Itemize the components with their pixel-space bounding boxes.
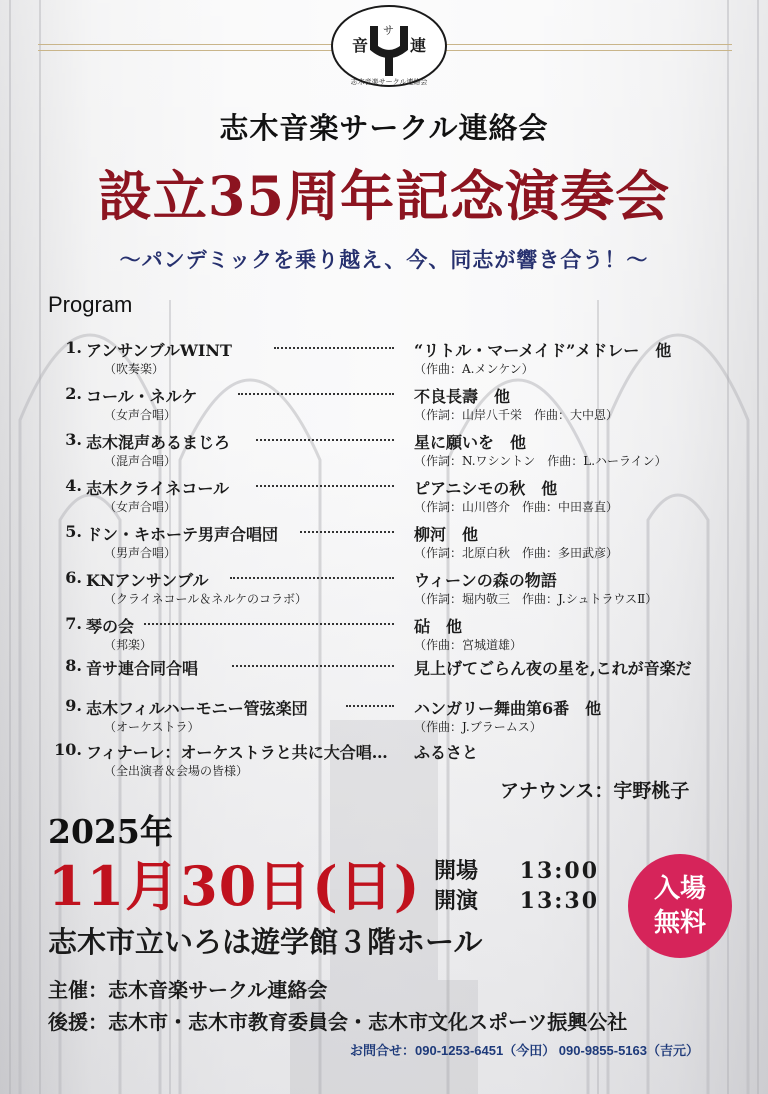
program-number: 1. <box>65 338 82 357</box>
performer-name: 音サ連合同合唱 <box>86 659 199 678</box>
performer-genre: （邦楽） <box>104 638 153 652</box>
program-item <box>0 476 768 522</box>
leader-dots <box>300 531 394 533</box>
performer-name: ドン・キホーテ男声合唱団 <box>86 525 279 544</box>
performer-name: コール・ネルケ <box>86 387 198 406</box>
performer-name: フィナーレ：オーケストラと共に大合唱… <box>86 743 388 762</box>
event-year: 2025年 <box>48 812 173 851</box>
program-number: 5. <box>65 522 82 541</box>
performer-name: 志木混声あるまじろ <box>86 433 231 452</box>
performer-name: KNアンサンブル <box>86 571 209 590</box>
organization-title: 志木音楽サークル連絡会 <box>219 111 549 145</box>
start-time-row <box>434 884 599 915</box>
performer-name: アンサンブルWINT <box>86 341 232 360</box>
performer-name: 志木フィルハーモニー管弦楽団 <box>86 699 308 718</box>
performer-name: 志木クライネコール <box>86 479 230 498</box>
program-number: 7. <box>65 614 82 633</box>
program-number: 2. <box>65 384 82 403</box>
program-number: 10. <box>54 740 82 759</box>
start-label: 開演 <box>434 888 479 914</box>
leader-dots <box>346 705 394 707</box>
leader-dots <box>230 577 394 579</box>
piece-credit: （作曲：J.ブラームス） <box>414 720 542 734</box>
program-number: 9. <box>65 696 82 715</box>
program-item <box>0 522 768 568</box>
doors-open-time: 13:00 <box>519 858 600 884</box>
piece-credit: （作曲：宮城道雄） <box>414 638 523 652</box>
piece-title: ふるさと <box>414 743 479 762</box>
program-item <box>0 696 768 742</box>
piece-credit: （作詞：北原白秋 作曲：多田武彦） <box>414 546 619 560</box>
program-number: 3. <box>65 430 82 449</box>
piece-title: 見上げてごらん夜の星を,これが音楽だ <box>414 659 692 678</box>
logo-center-char: サ <box>383 24 394 37</box>
piece-credit: （作詞：山岸八千栄 作曲：大中恩） <box>414 408 619 422</box>
logo-right-char: 連 <box>410 36 427 55</box>
performer-genre: （女声合唱） <box>104 408 177 422</box>
piece-credit: （作曲：A.メンケン） <box>414 362 534 376</box>
program-number: 4. <box>65 476 82 495</box>
leader-dots <box>274 347 394 349</box>
piece-credit: （作詞：堀内敬三 作曲：J.シュトラウスⅡ） <box>414 592 658 606</box>
performer-genre: （オーケストラ） <box>104 720 200 734</box>
leader-dots <box>256 439 394 441</box>
announcer-credit: アナウンス：宇野桃子 <box>500 780 690 802</box>
piece-credit: （作詞：N.ワシントン 作曲：L.ハーライン） <box>414 454 667 468</box>
free-admission-badge <box>628 854 732 958</box>
piece-title: “リトル・マーメイド”メドレー 他 <box>414 341 672 360</box>
piece-title: ハンガリー舞曲第6番 他 <box>414 699 602 718</box>
leader-dots <box>232 665 394 667</box>
badge-line-2: 無料 <box>653 908 706 938</box>
event-date: 11月30日(日) <box>48 854 421 918</box>
program-item <box>0 338 768 384</box>
program-item <box>0 430 768 476</box>
program-number: 6. <box>65 568 82 587</box>
program-heading: Program <box>48 292 133 317</box>
program-item <box>0 384 768 430</box>
piece-title: 不良長壽 他 <box>414 387 511 406</box>
program-item <box>0 614 768 660</box>
doors-open-label: 開場 <box>434 858 479 884</box>
onsaren-logo-icon <box>330 4 448 88</box>
logo-caption: 志木音楽サークル連絡会 <box>350 78 428 86</box>
doors-open-row <box>434 854 599 885</box>
badge-line-1: 入場 <box>653 874 706 904</box>
performer-genre: （全出演者＆会場の皆様） <box>104 764 249 778</box>
ornament-line-left <box>38 44 338 51</box>
logo-left-char: 音 <box>352 36 369 55</box>
venue-name: 志木市立いろは遊学館３階ホール <box>48 925 483 959</box>
piece-title: 砧 他 <box>414 617 463 636</box>
performer-name: 琴の会 <box>86 617 135 636</box>
concert-title: 設立35周年記念演奏会 <box>97 164 671 228</box>
piece-title: 星に願いを 他 <box>414 433 527 452</box>
program-number: 8. <box>65 656 82 675</box>
piece-title: 柳河 他 <box>414 525 479 544</box>
piece-credit: （作詞：山川啓介 作曲：中田喜直） <box>414 500 619 514</box>
piece-title: ウィーンの森の物語 <box>414 571 557 590</box>
supporters-credit: 後援：志木市・志木市教育委員会・志木市文化スポーツ振興公社 <box>48 1010 628 1034</box>
leader-dots <box>256 485 394 487</box>
performer-genre: （吹奏楽） <box>104 362 165 376</box>
contact-info: お問合せ：090-1253-6451（今田） 090-9855-5163（吉元） <box>350 1043 699 1058</box>
performer-genre: （クライネコール＆ネルケのコラボ） <box>104 592 308 606</box>
concert-subtitle: ～パンデミックを乗り越え、今、同志が響き合う！～ <box>119 247 649 272</box>
ornament-line-right <box>440 44 732 51</box>
organizer-credit: 主催：志木音楽サークル連絡会 <box>48 978 328 1002</box>
program-item <box>0 568 768 614</box>
performer-genre: （男声合唱） <box>104 546 177 560</box>
performer-genre: （女声合唱） <box>104 500 177 514</box>
performer-genre: （混声合唱） <box>104 454 177 468</box>
start-time: 13:30 <box>519 888 600 914</box>
piece-title: ピアニシモの秋 他 <box>414 479 558 498</box>
leader-dots <box>238 393 394 395</box>
leader-dots <box>144 623 394 625</box>
